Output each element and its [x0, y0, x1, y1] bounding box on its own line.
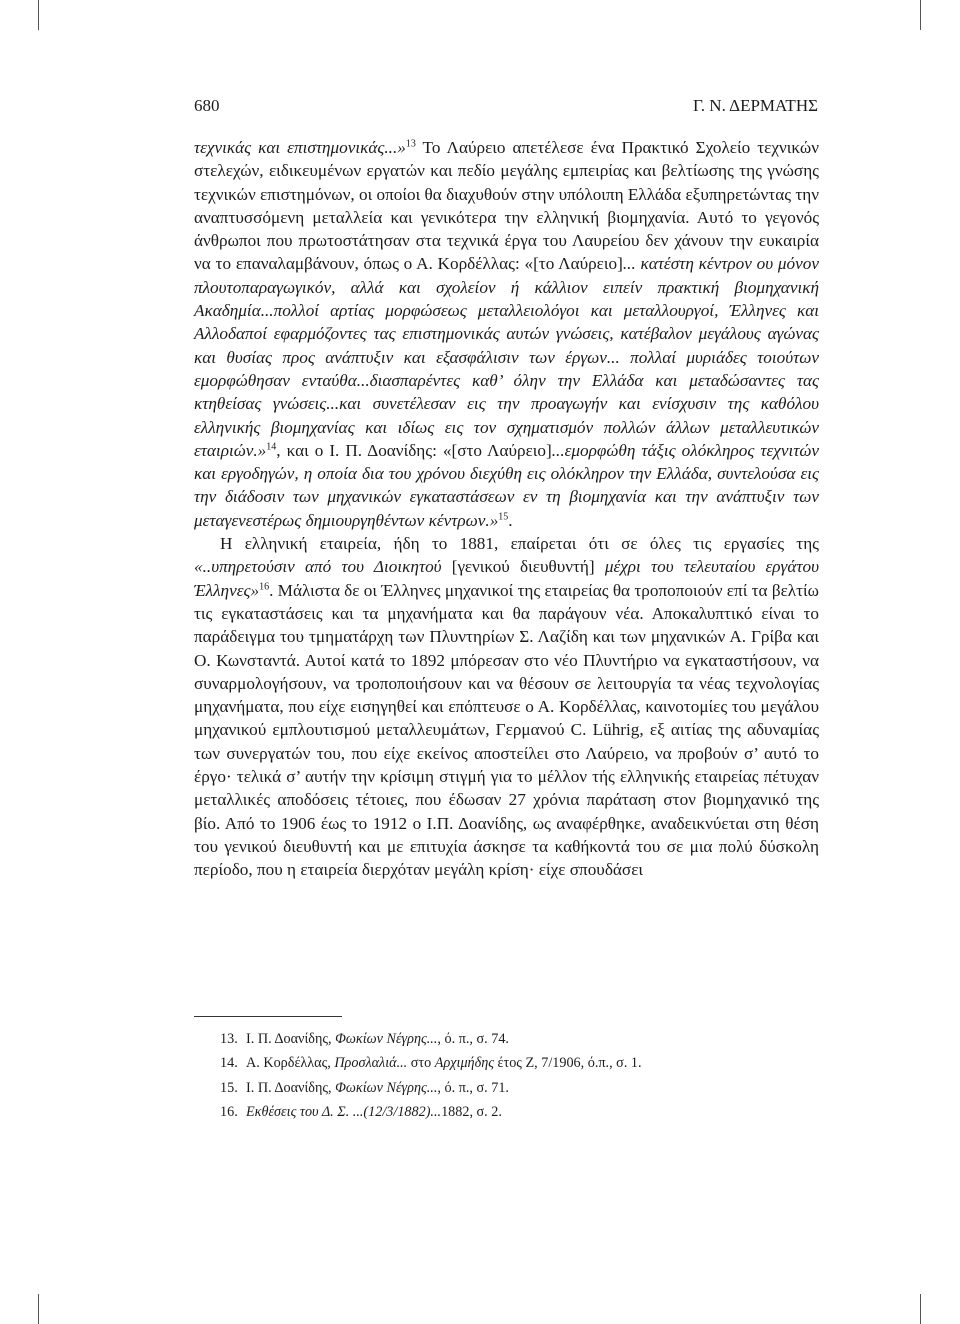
paragraph-2 — [194, 532, 819, 881]
main-text — [194, 136, 819, 882]
footnote-title: Προσλαλιά... — [334, 1055, 408, 1072]
text-roman: , και ο Ι. Π. Δοανίδης: «[στο Λαύρειο] — [276, 440, 552, 460]
footnote-number: 15. — [220, 1079, 238, 1096]
quote-kordellas: ... κατέστη κέντρον ου μόνον πλουτοπαραγωγικόν, αλλά και σχολείον ή κάλλιον ειπείν πρακτική βιομηχανική Ακαδημία...πολλοί αρτίας μορφώσεως μεταλλειολόγοι και μεταλλουργοί, Έλληνες και Αλλοδαποί εφαρμόζοντες τας επιστημονικάς αυτών γνώσεις, κατέβαλον μεγάλους αγώνας και θυσίας προς ανάπτυξιν και εξασφάλισιν των έργων... πολλαί μυριάδες τοιούτων εμορφώθησαν ενταύθα...διασπαρέντες καθ’ όλην την Ελλάδα και μεταδώσαντες τας κτηθείσας γνώσεις...και συνετέλεσαν εις την προαγωγήν και ενίσχυσιν της καθόλου ελληνικής βιομηχανίας και ιδίως εις τον σχηματισμόν πολλών άλλων μεταλλευτικών εταιριών.» — [194, 254, 819, 460]
crop-mark-top-right — [920, 0, 921, 30]
footnote-13 — [220, 1027, 820, 1051]
footnote-ref-16[interactable]: 16 — [259, 580, 270, 592]
text-roman: [γενικού διευθυντή] — [441, 557, 605, 577]
crop-mark-top-left — [38, 0, 39, 30]
footnote-text: έτος Ζ, 7/1906, ό.π., σ. 1. — [494, 1055, 642, 1072]
text-italic: «..υπηρετούσιν από του Διοικητού — [194, 557, 442, 577]
footnote-title: Φωκίων Νέγρης... — [335, 1079, 438, 1096]
running-header — [194, 96, 818, 116]
footnote-rule — [194, 1016, 342, 1017]
footnote-number: 16. — [220, 1103, 238, 1120]
footnote-ref-14[interactable]: 14 — [266, 441, 277, 453]
page-number: 680 — [194, 96, 220, 115]
footnote-ref-13[interactable]: 13 — [405, 138, 416, 150]
footnote-text: Ι. Π. Δοανίδης, — [246, 1079, 336, 1096]
footnote-title: Αρχιμήδης — [434, 1055, 494, 1072]
text-italic: τεχνικάς και επιστημονικάς...» — [194, 138, 406, 157]
footnote-text: , ό. π., σ. 74. — [437, 1031, 509, 1047]
footnote-text: Α. Κορδέλλας, — [246, 1055, 335, 1072]
footnote-title: Φωκίων Νέγρης... — [335, 1031, 438, 1047]
text-italic: μέχρι του τελευταίου εργάτου Έλληνες» — [194, 557, 819, 600]
crop-mark-bottom-right — [920, 1294, 921, 1324]
text-roman: . — [508, 510, 513, 530]
footnote-text: Ι. Π. Δοανίδης, — [246, 1031, 336, 1047]
footnote-number: 14. — [220, 1055, 238, 1072]
footnote-number: 13. — [220, 1031, 238, 1047]
text-roman: Το Λαύρειο απετέλεσε ένα Πρακτικό Σχολείο τεχνικών στελεχών, ειδικευμένων εργατών και πεδίο μεγάλης εμπειρίας και βελτίωσης της γνώσης τεχνικών επιστημόνων, οι οποίοι θα διαχυθούν στην υπόλοιπη Ελλάδα εξυπηρετώντας την αναπτυσσόμενη μεταλλεία και γενικότερα την ελληνική βιομηχανία. Αυτό το γεγονός άνθρωποι που πρωτοστάτησαν στα τεχνικά έργα του Λαυρείου δεν χάνουν την ευκαιρία να το επαναλαμβάνουν, όπως ο Α. Κορδέλλας: «[το Λαύρειο] — [194, 138, 819, 274]
quote-doanidis: ...εμορφώθη τάξις ολόκληρος τεχνιτών και εργοδηγών, η οποία δια του χρόνου διεχύθη εις ολόκληρον την Ελλάδα, συντελούσα εις την διάδοσιν των μηχανικών εγκαταστάσεων εν τη βιομηχανία και την ανάπτυξιν των μεταγενεστέρως δημιουργηθέντων κέντρων.» — [194, 440, 820, 530]
footnote-15 — [220, 1076, 820, 1100]
footnotes — [220, 1027, 820, 1124]
footnote-text: στο — [407, 1055, 435, 1072]
text-roman: . Μάλιστα δε οι Έλληνες μηχανικοί της εταιρείας θα τροποποιούν επί τα βελτίω τις εγκαταστάσεις και τα μηχανήματα και θα παράγουν νέα. Αποκαλυπτικό είναι το παράδειγμα του τμηματάρχη των Πλυντηρίων Σ. Λαζίδη και των μηχανικών Α. Γρίβα και Ο. Κωνσταντά. Αυτοί κατά το 1892 μπόρεσαν στο νέο Πλυντήριο να εγκαταστήσουν, να συναρμολογήσουν, να τροποποιήσουν και να θέσουν σε λειτουργία τα νέας τεχνολογίας μηχανήματα, που είχε εισηγηθεί και επόπτευσε ο Α. Κορδέλλας, καινοτομίες του μεγάλου μηχανικού εμπλουτισμού μεταλλευμάτων, Γερμανού C. Lührig, εξ αιτίας της αδυναμίας των συνεργατών του, που είχε εκείνος αποστείλει στο Λαύρειο, να προβούν σ’ αυτό το έργο· τελικά σ’ αυτήν την κρίσιμη στιγμή για το μέλλον τής ελληνικής εταιρείας πέτυχαν μεταλλικές αποδόσεις τέτοιες, που έδωσαν 27 χρόνια παράταση στον βιομηχανικό της βίο. Από το 1906 έως το 1912 ο Ι.Π. Δοανίδης, ως αναφέρθηκε, αναδεικνύεται στη θέση του γενικού διευθυντή και με επιτυχία άσκησε τα καθήκοντά του σε μια πολύ δύσκολη περίοδο, που η εταιρεία διερχόταν μεγάλη κρίση· είχε σπουδάσει — [194, 580, 819, 880]
footnote-title: Εκθέσεις του Δ. Σ. ...(12/3/1882)... — [246, 1103, 442, 1120]
footnote-16 — [220, 1100, 820, 1124]
text-roman: Η ελληνική εταιρεία, ήδη το 1881, επαίρεται ότι σε όλες τις εργασίες της — [220, 534, 819, 554]
footnote-text: 1882, σ. 2. — [441, 1103, 502, 1120]
running-head: Γ. Ν. ΔΕΡΜΑΤΗΣ — [693, 96, 818, 115]
paragraph-1 — [194, 136, 819, 532]
footnote-14 — [220, 1051, 820, 1075]
crop-mark-bottom-left — [38, 1294, 39, 1324]
footnote-ref-15[interactable]: 15 — [498, 511, 509, 523]
footnote-text: , ό. π., σ. 71. — [437, 1079, 509, 1096]
